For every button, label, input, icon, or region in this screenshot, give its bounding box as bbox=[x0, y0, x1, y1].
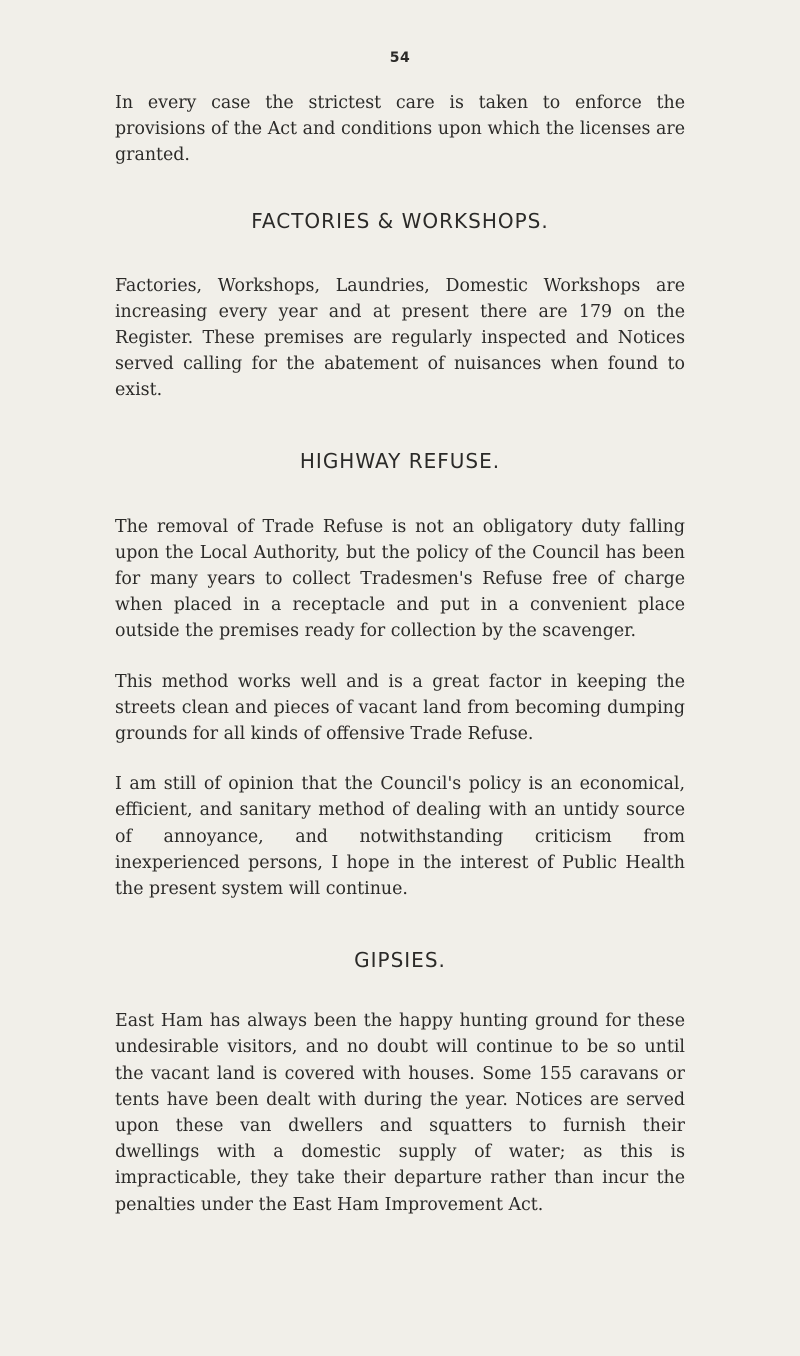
paragraph-highway-3: I am still of opinion that the Council's policy is an economical, efficient, and sanitary method of dealing with an untidy source of annoyance, and notwithstanding criticism from inexperienced persons, I hope in the interest of Public Health the present system will continue. bbox=[115, 774, 685, 900]
paragraph-highway-2: This method works well and is a great factor in keeping the streets clean and pieces of vacant land from becoming dumping grounds for all kinds of offensive Trade Refuse. bbox=[115, 671, 685, 745]
section-heading-factories-workshops: FACTORIES & WORKSHOPS. bbox=[251, 208, 549, 233]
paragraph-highway-1: The removal of Trade Refuse is not an obligatory duty falling upon the Local Authority, but the policy of the Council has been for many years to collect Tradesmen's Refuse free of charge when placed in a receptacle and put in a convenient place outside the premises ready for collection by the scavenger. bbox=[115, 516, 685, 642]
section-heading-gipsies: GIPSIES. bbox=[354, 948, 446, 973]
section-heading-highway-refuse: HIGHWAY REFUSE. bbox=[299, 448, 501, 473]
document-body bbox=[115, 90, 685, 1218]
paragraph-factories: Factories, Workshops, Laundries, Domestic Workshops are increasing every year and at present there are 179 on the Register. These premises are regularly inspected and Notices served calling for the abatement of nuisances when found to exist. bbox=[115, 275, 685, 401]
page-number: 54 bbox=[389, 50, 411, 66]
intro-paragraph: In every case the strictest care is taken to enforce the provisions of the Act and conditions upon which the licenses are granted. bbox=[115, 93, 685, 166]
paragraph-gipsies: East Ham has always been the happy hunting ground for these undesirable visitors, and no doubt will continue to be so until the vacant land is covered with houses. Some 155 caravans or tents have been dealt with during the year. Notices are served upon these van dwellers and squatters to furnish their dwellings with a domestic supply of water; as this is impracticable, they take their departure rather than incur the penalties under the East Ham Improvement Act. bbox=[115, 1011, 685, 1215]
